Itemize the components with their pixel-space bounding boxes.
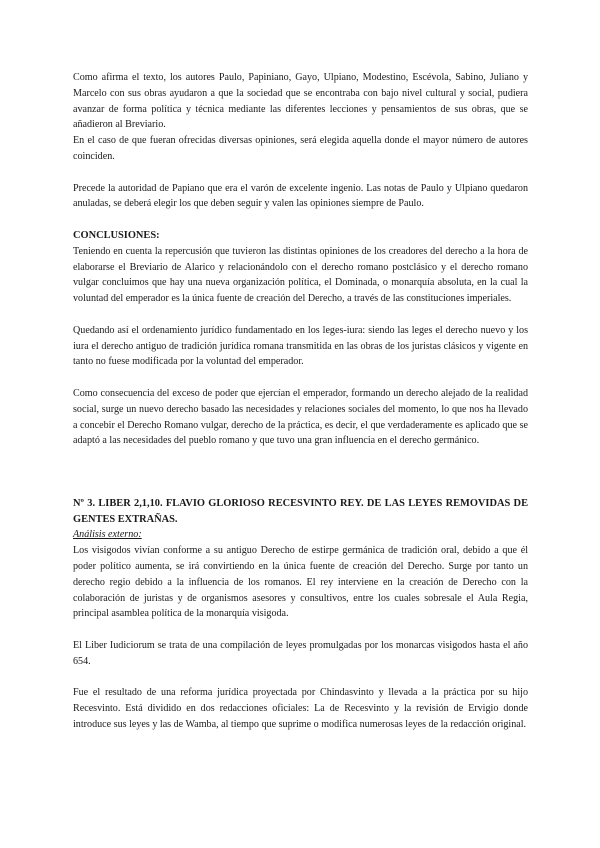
conclusions-paragraph-3: Como consecuencia del exceso de poder que ejercían el emperador, formando un derecho alejado de la realidad social, surge un nuevo derecho basado las necesidades y relaciones sociales del momento, lo que nos ha llevado a concebir el Derecho Romano vulgar, derecho de la práctica, es decir, el que verdaderamente es aplicado que se adaptó a las necesidades del pueblo romano y que tuvo una gran influencia en el derecho germánico. xyxy=(73,387,528,447)
external-analysis-subheading: Análisis externo: xyxy=(73,529,142,541)
document-3-paragraph-1: Los visigodos vivían conforme a su antiguo Derecho de estirpe germánica de tradición oral, debido a que él poder político aumenta, se irá convirtiendo en la única fuente de creación del Derecho. Surge por tanto un derecho regio debido a la influencia de los romanos. El rey interviene en la creación de Derecho con la colaboración de juristas y de organismos asesores y consultivos, entre los cuales sobresale el Aula Regia, principal asamblea política de la monarquía visigoda. xyxy=(73,545,528,620)
paragraph-opinions: En el caso de que fueran ofrecidas diversas opiniones, será elegida aquella donde el mayor número de autores coinciden. xyxy=(73,135,528,162)
conclusions-heading: CONCLUSIONES: xyxy=(73,229,160,241)
conclusions-paragraph-2: Quedando así el ordenamiento jurídico fundamentado en los leges-iura: siendo las leges el derecho nuevo y los iura el derecho antiguo de tradición jurídica romana transmitida en las obras de los juristas clásicos y vigente en tanto no fuese modificada por la voluntad del emperador. xyxy=(73,324,528,368)
paragraph-authors: Como afirma el texto, los autores Paulo, Papiniano, Gayo, Ulpiano, Modestino, Escévola, Sabino, Juliano y Marcelo con sus obras ayudaron a que la sociedad que se encontraba con bajo nivel cultural y social, pudiera avanzar de forma política y técnica mediante las diferentes lecciones y pensamientos de sus obras, que se añadieron al Breviario. xyxy=(73,72,528,131)
paragraph-papiano: Precede la autoridad de Papiano que era el varón de excelente ingenio. Las notas de Paulo y Ulpiano quedaron anuladas, se deberá elegir los que deben seguir y valen las opiniones siempre de Paulo. xyxy=(73,182,528,210)
document-3-paragraph-3: Fue el resultado de una reforma jurídica proyectada por Chindasvinto y llevada a la práctica por su hijo Recesvinto. Está dividido en dos redacciones oficiales: La de Recesvinto y la revisión de Ervigio donde introduce sus leyes y las de Wamba, al tiempo que suprime o modifica numerosas leyes de la redacción original. xyxy=(73,687,528,730)
document-3-heading: Nº 3. LIBER 2,1,10. FLAVIO GLORIOSO RECESVINTO REY. DE LAS LEYES REMOVIDAS DE GENTES EXTRAÑAS. xyxy=(73,498,528,525)
conclusions-paragraph-1: Teniendo en cuenta la repercusión que tuvieron las distintas opiniones de los creadores del derecho a la hora de elaborarse el Breviario de Alarico y relacionándolo con el derecho romano postclásico y el derecho romano vulgar concluimos que hay una nueva organización política, el Dominada, o monarquía absoluta, en la cual la voluntad del emperador es la única fuente de creación del Derecho, a través de las constituciones imperiales. xyxy=(73,245,528,305)
document-3-paragraph-2: El Liber Iudiciorum se trata de una compilación de leyes promulgadas por los monarcas visigodos hasta el año 654. xyxy=(73,639,528,667)
